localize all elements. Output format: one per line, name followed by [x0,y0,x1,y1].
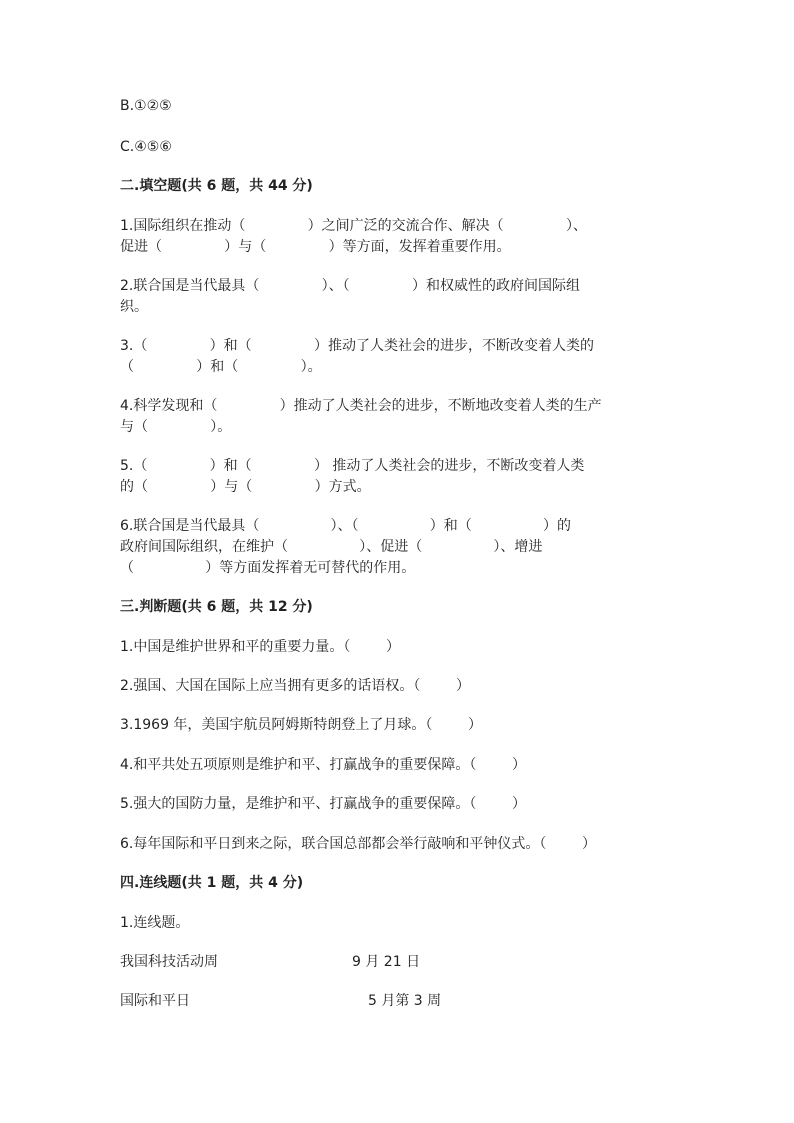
fill-q4-line1: 4.科学发现和（ ）推动了人类社会的进步，不断地改变着人类的生产 [120,398,602,414]
option-c: C.④⑤⑥ [120,139,172,155]
judge-item-2: 2.强国、大国在国际上应当拥有更多的话语权。（ ） [120,678,470,694]
fill-q6-line2: 政府间国际组织，在维护（ ）、促进（ ）、增进 [120,539,543,555]
match-right-1: 9 月 21 日 [352,954,421,970]
fill-q1-line1: 1.国际组织在推动（ ）之间广泛的交流合作、解决（ ）、 [120,218,587,234]
fill-q2-line1: 2.联合国是当代最具（ ）、（ ）和权威性的政府间国际组 [120,278,580,294]
fill-q6-line3: （ ）等方面发挥着无可替代的作用。 [120,560,416,576]
fill-q1-line2: 促进（ ）与（ ）等方面，发挥着重要作用。 [120,239,511,255]
match-left-1: 我国科技活动周 [120,954,218,970]
judge-item-4: 4.和平共处五项原则是维护和平、打赢战争的重要保障。（ ） [120,757,526,773]
match-right-2: 5 月第 3 周 [368,993,442,1009]
fill-q2-line2: 织。 [120,299,148,315]
option-b: B.①②⑤ [120,98,172,114]
fill-section-heading: 二.填空题(共 6 题，共 44 分) [120,178,313,194]
fill-q5-line1: 5.（ ）和（ ） 推动了人类社会的进步，不断改变着人类 [120,458,585,474]
match-intro: 1.连线题。 [120,915,190,931]
fill-q5-line2: 的（ ）与（ ）方式。 [120,479,371,495]
fill-q6-line1: 6.联合国是当代最具（ ）、（ ）和（ ）的 [120,518,571,534]
match-left-2: 国际和平日 [120,993,190,1009]
fill-q4-line2: 与（ ）。 [120,419,232,435]
judge-section-heading: 三.判断题(共 6 题，共 12 分) [120,599,313,615]
judge-item-6: 6.每年国际和平日到来之际，联合国总部都会举行敲响和平钟仪式。（ ） [120,836,596,852]
fill-q3-line2: （ ）和（ ）。 [120,359,322,375]
fill-q3-line1: 3.（ ）和（ ）推动了人类社会的进步，不断改变着人类的 [120,338,594,354]
judge-item-3: 3.1969 年，美国宇航员阿姆斯特朗登上了月球。（ ） [120,717,483,733]
judge-item-5: 5.强大的国防力量，是维护和平、打赢战争的重要保障。（ ） [120,796,526,812]
match-section-heading: 四.连线题(共 1 题，共 4 分) [120,875,304,891]
judge-item-1: 1.中国是维护世界和平的重要力量。（ ） [120,639,400,655]
